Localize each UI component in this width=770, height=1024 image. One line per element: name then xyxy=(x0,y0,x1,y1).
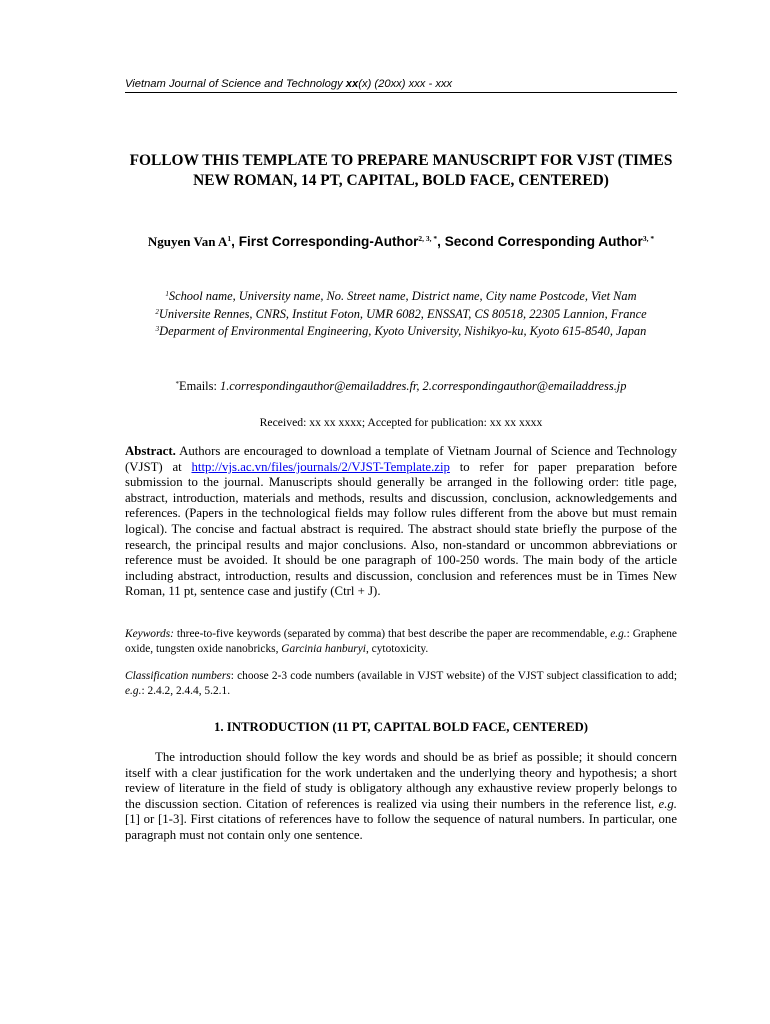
affiliation-1-number: 1 xyxy=(165,290,169,298)
author-3-affiliation: 3, * xyxy=(642,234,655,243)
intro-text-1: The introduction should follow the key words and should be as brief as possible; it should concern itself with a clear justification for the work undertaken and the underlying theory and hypothesis; a short review of literature in the field of study is obligatory although any exhaustive review properly belongs to the discussion section. Citation of references is realized via using their numbers in the reference list, xyxy=(125,750,677,811)
author-list xyxy=(125,230,677,251)
author-2-affiliation: 2, 3, * xyxy=(418,234,438,243)
author-2: , First Corresponding-Author xyxy=(231,234,419,249)
affiliation-2 xyxy=(125,305,677,323)
keywords-text-3: , cytotoxicity. xyxy=(365,643,429,655)
keywords-text-1: three-to-five keywords (separated by comma) that best describe the paper are recommendable, xyxy=(173,628,611,640)
running-header xyxy=(125,77,677,93)
header-journal: Vietnam Journal of Science and Technology xyxy=(125,78,346,90)
intro-text-2: [1] or [1-3]. First citations of references have to follow the sequence of natural numbers. In particular, one paragraph must not contain only one sentence. xyxy=(125,812,677,842)
author-3: , Second Corresponding Author xyxy=(437,234,643,249)
template-download-link[interactable]: http://vjs.ac.vn/files/journals/2/VJST-Template.zip xyxy=(191,459,450,474)
affiliation-2-text: Universite Rennes, CNRS, Institut Foton, UMR 6082, ENSSAT, CS 80518, 22305 Lannion, France xyxy=(158,306,647,321)
affiliation-3-text: Deparment of Environmental Engineering, Kyoto University, Nishikyo-ku, Kyoto 615-8540, Japan xyxy=(159,324,647,339)
email-marker: * xyxy=(175,380,180,388)
affiliation-1 xyxy=(125,287,677,305)
abstract xyxy=(125,444,677,600)
abstract-text-1: Authors are encouraged to download a template of Vietnam Journal of Science and Technology (VJST) at xyxy=(125,444,677,474)
paper-title: FOLLOW THIS TEMPLATE TO PREPARE MANUSCRIPT FOR VJST (TIMES NEW ROMAN, 14 PT, CAPITAL, BOLD FACE, CENTERED) xyxy=(129,152,673,189)
intro-eg: e.g. xyxy=(658,796,677,811)
author-1: Nguyen Van A xyxy=(147,234,228,249)
keywords-species: Garcinia hanburyi xyxy=(281,643,366,655)
keywords-text-2: : Graphene oxide, tungsten oxide nanobricks, xyxy=(125,628,677,655)
section-heading-introduction: 1. INTRODUCTION (11 PT, CAPITAL BOLD FACE, CENTERED) xyxy=(214,720,588,734)
author-1-affiliation: 1 xyxy=(227,234,232,243)
keywords-eg: e.g. xyxy=(610,628,627,640)
affiliation-2-number: 2 xyxy=(155,307,159,316)
classification-text-1: : choose 2-3 code numbers (available in VJST website) of the VJST subject classification to add; xyxy=(230,670,677,682)
email-addresses: 1.correspondingauthor@emailaddres.fr, 2.correspondingauthor@emailaddress.jp xyxy=(220,379,627,393)
affiliation-3 xyxy=(125,322,677,340)
email-label: Emails: xyxy=(179,379,220,393)
abstract-text-2: to refer for paper preparation before submission to the journal. Manuscripts should generally be arranged in the following order: title page, abstract, introduction, materials and methods, results and discussion, conclusion, acknowledgements and references. (Papers in the technological fields may follow rules different from the above but must remain logical). The concise and factual abstract is required. The abstract should state briefly the purpose of the research, the principal results and major conclusions. Also, non-standard or uncommon abbreviations or reference must be avoided. It should be one paragraph of 100-250 words. The main body of the article including abstract, introduction, results and discussion, conclusion and references must be in Times New Roman, 11 pt, sentence case and justify (Ctrl + J). xyxy=(125,459,677,599)
keywords xyxy=(125,627,677,657)
keywords-label: Keywords: xyxy=(125,628,174,640)
classification-eg: e.g. xyxy=(125,685,142,697)
classification-label: Classification numbers xyxy=(125,670,231,682)
abstract-label: Abstract. xyxy=(125,444,176,458)
header-issue: (x) (20xx) xxx - xxx xyxy=(358,78,453,90)
affiliations xyxy=(125,287,677,340)
introduction-paragraph xyxy=(125,750,677,844)
header-volume: xx xyxy=(345,78,359,90)
classification-numbers xyxy=(125,669,677,699)
affiliation-3-number: 3 xyxy=(155,325,160,334)
classification-text-2: : 2.4.2, 2.4.4, 5.2.1. xyxy=(141,685,231,697)
corresponding-emails xyxy=(125,377,677,394)
affiliation-1-text: School name, University name, No. Street name, District name, City name Postcode, Viet Nam xyxy=(168,289,637,303)
received-dates: Received: xx xx xxxx; Accepted for publication: xx xx xxxx xyxy=(259,416,543,429)
